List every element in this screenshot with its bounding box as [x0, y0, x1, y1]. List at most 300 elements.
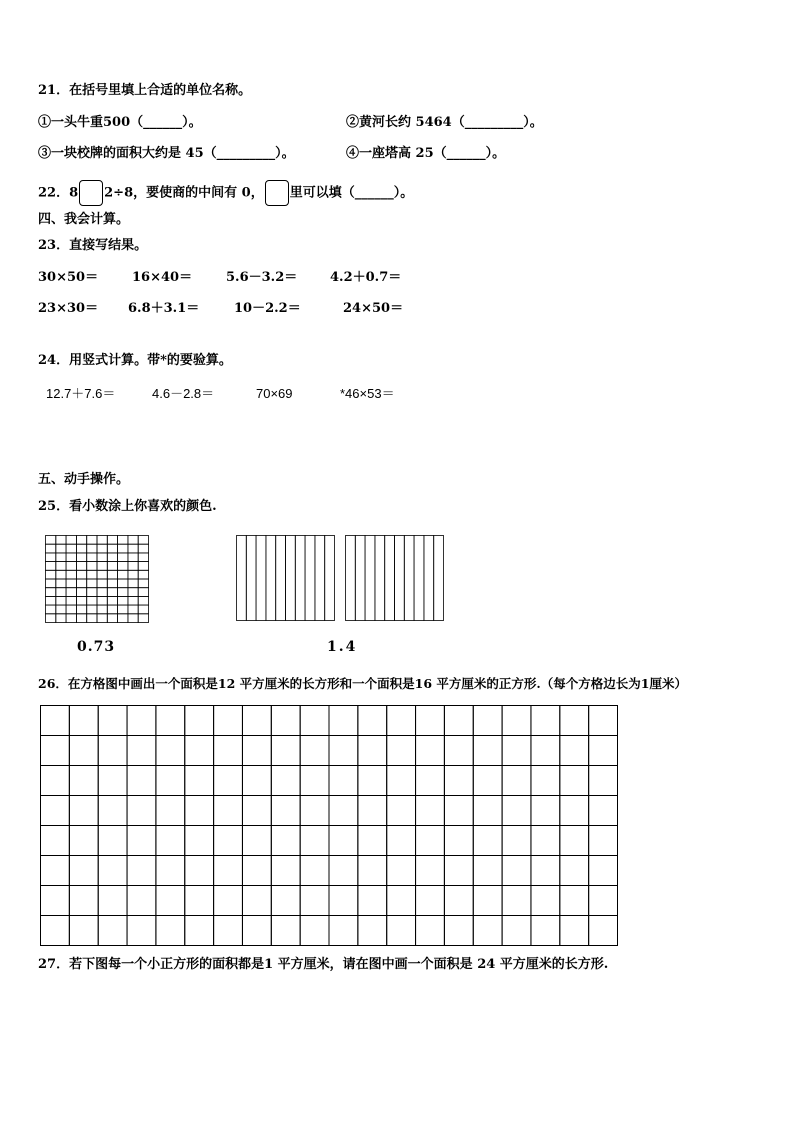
grid-square-cell[interactable]: [329, 886, 358, 916]
tenth-strip-cell[interactable]: [395, 536, 405, 621]
grid-square-cell[interactable]: [242, 706, 271, 736]
hundred-grid-cell[interactable]: [118, 588, 128, 597]
grid-square-cell[interactable]: [502, 766, 531, 796]
grid-square-cell[interactable]: [69, 736, 98, 766]
grid-square-cell[interactable]: [444, 706, 473, 736]
grid-square-cell[interactable]: [589, 826, 618, 856]
grid-square-cell[interactable]: [473, 766, 502, 796]
tenth-strip-cell[interactable]: [404, 536, 414, 621]
grid-square-cell[interactable]: [560, 826, 589, 856]
tenth-strip-cell[interactable]: [375, 536, 385, 621]
grid-square-cell[interactable]: [127, 916, 156, 946]
tenth-strip-cell[interactable]: [295, 536, 305, 621]
grid-square-cell[interactable]: [214, 886, 243, 916]
hundred-grid-cell[interactable]: [46, 562, 56, 571]
hundred-grid-cell[interactable]: [128, 544, 138, 553]
grid-square-cell[interactable]: [41, 796, 70, 826]
hundred-grid-cell[interactable]: [97, 536, 107, 545]
grid-square-cell[interactable]: [387, 766, 416, 796]
hundred-grid-cell[interactable]: [128, 579, 138, 588]
hundred-grid-cell[interactable]: [46, 614, 56, 623]
grid-square-cell[interactable]: [242, 916, 271, 946]
hundred-grid-cell[interactable]: [97, 553, 107, 562]
grid-square-cell[interactable]: [502, 916, 531, 946]
tenth-strip-cell[interactable]: [424, 536, 434, 621]
tenth-strip-cell[interactable]: [355, 536, 365, 621]
hundred-grid-cell[interactable]: [138, 588, 148, 597]
grid-square-cell[interactable]: [473, 916, 502, 946]
hundred-grid-cell[interactable]: [128, 553, 138, 562]
hundred-grid-cell[interactable]: [66, 553, 76, 562]
grid-square-cell[interactable]: [69, 886, 98, 916]
grid-square-cell[interactable]: [214, 856, 243, 886]
grid-square-cell[interactable]: [127, 856, 156, 886]
grid-square-cell[interactable]: [560, 796, 589, 826]
hundred-grid-cell[interactable]: [56, 544, 66, 553]
hundred-grid-cell[interactable]: [138, 536, 148, 545]
grid-square-cell[interactable]: [214, 796, 243, 826]
grid-square-cell[interactable]: [358, 736, 387, 766]
grid-square-cell[interactable]: [214, 766, 243, 796]
q23-r1-3: 5.6－3.2＝: [226, 270, 298, 285]
hundred-grid-cell[interactable]: [56, 553, 66, 562]
grid-square-cell[interactable]: [41, 766, 70, 796]
grid-square-cell[interactable]: [387, 796, 416, 826]
hundred-grid-cell[interactable]: [118, 553, 128, 562]
grid-square-cell[interactable]: [444, 916, 473, 946]
grid-square-cell[interactable]: [387, 856, 416, 886]
grid-square-cell[interactable]: [41, 736, 70, 766]
grid-square-cell[interactable]: [531, 706, 560, 736]
grid-square-cell[interactable]: [127, 736, 156, 766]
grid-square-cell[interactable]: [156, 766, 185, 796]
q23-r2-3: 10－2.2＝: [234, 301, 301, 316]
hundred-grid-cell[interactable]: [87, 553, 97, 562]
hundred-grid-cell[interactable]: [107, 614, 117, 623]
grid-square-cell[interactable]: [271, 766, 300, 796]
hundred-grid-cell[interactable]: [138, 579, 148, 588]
grid-square-cell[interactable]: [589, 856, 618, 886]
q24-item-2: 4.6－2.8＝: [152, 386, 215, 401]
hundred-grid-cell[interactable]: [128, 605, 138, 614]
grid-square-cell[interactable]: [358, 886, 387, 916]
hundred-grid-cell[interactable]: [97, 562, 107, 571]
digit-blank-box-2[interactable]: [265, 180, 289, 206]
grid-square-cell[interactable]: [127, 706, 156, 736]
hundred-grid-cell[interactable]: [87, 605, 97, 614]
grid-square-cell[interactable]: [41, 886, 70, 916]
grid-square-cell[interactable]: [560, 706, 589, 736]
hundred-grid-cell[interactable]: [76, 588, 86, 597]
grid-square-cell[interactable]: [502, 886, 531, 916]
grid-square-cell[interactable]: [502, 706, 531, 736]
label-1-4: 1.4: [327, 639, 358, 655]
hundred-grid-cell[interactable]: [56, 570, 66, 579]
grid-square-cell[interactable]: [329, 706, 358, 736]
grid-square-cell[interactable]: [589, 736, 618, 766]
grid-square-cell[interactable]: [560, 736, 589, 766]
hundred-grid-cell[interactable]: [138, 570, 148, 579]
hundred-grid-cell[interactable]: [138, 562, 148, 571]
digit-blank-box[interactable]: [79, 180, 103, 206]
hundred-grid-cell[interactable]: [107, 605, 117, 614]
grid-square-cell[interactable]: [416, 916, 445, 946]
grid-square-cell[interactable]: [358, 826, 387, 856]
grid-square-cell[interactable]: [242, 766, 271, 796]
hundred-grid-cell[interactable]: [46, 596, 56, 605]
grid-square-cell[interactable]: [242, 886, 271, 916]
grid-square-cell[interactable]: [531, 736, 560, 766]
hundred-grid-cell[interactable]: [66, 570, 76, 579]
hundred-grid-cell[interactable]: [87, 588, 97, 597]
grid-square-cell[interactable]: [214, 736, 243, 766]
grid-square-cell[interactable]: [473, 736, 502, 766]
hundred-grid-cell[interactable]: [66, 605, 76, 614]
grid-square-cell[interactable]: [416, 766, 445, 796]
hundred-grid-cell[interactable]: [87, 596, 97, 605]
hundred-grid-cell[interactable]: [56, 605, 66, 614]
hundred-grid-cell[interactable]: [76, 614, 86, 623]
hundred-grid-cell[interactable]: [128, 588, 138, 597]
grid-square-cell[interactable]: [185, 706, 214, 736]
tenth-strip-cell[interactable]: [246, 536, 256, 621]
grid-square-cell[interactable]: [127, 796, 156, 826]
hundred-grid-cell[interactable]: [107, 579, 117, 588]
grid-square-cell[interactable]: [329, 916, 358, 946]
grid-square-cell[interactable]: [185, 766, 214, 796]
grid-square-cell[interactable]: [185, 796, 214, 826]
grid-square-cell[interactable]: [300, 706, 329, 736]
grid-square-cell[interactable]: [156, 736, 185, 766]
tenths-strip-2[interactable]: [345, 535, 444, 621]
hundred-grid-cell[interactable]: [128, 536, 138, 545]
grid-square-cell[interactable]: [589, 766, 618, 796]
grid-square-cell[interactable]: [98, 826, 127, 856]
grid-square-cell[interactable]: [444, 856, 473, 886]
hundred-grid-cell[interactable]: [107, 588, 117, 597]
hundred-grid-cell[interactable]: [97, 596, 107, 605]
hundred-grid-cell[interactable]: [66, 588, 76, 597]
grid-square-cell[interactable]: [156, 886, 185, 916]
hundred-grid-cell[interactable]: [128, 570, 138, 579]
hundred-grid-cell[interactable]: [46, 536, 56, 545]
grid-square-cell[interactable]: [502, 796, 531, 826]
hundred-grid-cell[interactable]: [118, 579, 128, 588]
grid-square-cell[interactable]: [69, 856, 98, 886]
hundred-grid-cell[interactable]: [118, 614, 128, 623]
q23-r2-2: 6.8＋3.1＝: [128, 301, 200, 316]
grid-square-cell[interactable]: [589, 706, 618, 736]
hundred-grid-cell[interactable]: [118, 562, 128, 571]
hundred-grid-cell[interactable]: [128, 596, 138, 605]
hundred-grid-cell[interactable]: [76, 570, 86, 579]
grid-square-cell[interactable]: [387, 826, 416, 856]
grid-square-cell[interactable]: [387, 736, 416, 766]
grid-square-cell[interactable]: [185, 826, 214, 856]
grid-square-cell[interactable]: [444, 796, 473, 826]
grid-square-cell[interactable]: [416, 826, 445, 856]
hundred-grid-cell[interactable]: [46, 544, 56, 553]
q27-title: 27．若下图每一个小正方形的面积都是1 平方厘米，请在图中画一个面积是 24 平方厘米的长方形.: [38, 957, 609, 972]
grid-square-cell[interactable]: [127, 886, 156, 916]
grid-square-cell[interactable]: [473, 856, 502, 886]
tenth-strip-cell[interactable]: [237, 536, 247, 621]
hundred-grid-cell[interactable]: [66, 536, 76, 545]
hundred-grid-cell[interactable]: [76, 596, 86, 605]
grid-square-cell[interactable]: [242, 736, 271, 766]
hundred-grid-cell[interactable]: [76, 553, 86, 562]
hundred-grid-cell[interactable]: [87, 579, 97, 588]
grid-square-cell[interactable]: [531, 796, 560, 826]
hundred-grid-cell[interactable]: [76, 562, 86, 571]
grid-square-cell[interactable]: [473, 826, 502, 856]
q22-part3: 里可以填（______）。: [289, 185, 414, 201]
grid-square-cell[interactable]: [358, 706, 387, 736]
grid-square-cell[interactable]: [41, 856, 70, 886]
hundred-grid-cell[interactable]: [66, 544, 76, 553]
grid-square-cell[interactable]: [531, 766, 560, 796]
section5-heading: 五、动手操作。: [38, 472, 130, 487]
grid-square-cell[interactable]: [271, 916, 300, 946]
q23-r1-4: 4.2＋0.7＝: [330, 270, 402, 285]
grid-square-cell[interactable]: [41, 916, 70, 946]
grid-square-cell[interactable]: [358, 856, 387, 886]
hundred-grid-cell[interactable]: [56, 562, 66, 571]
grid-square-cell[interactable]: [127, 766, 156, 796]
grid-square-cell[interactable]: [98, 706, 127, 736]
grid-square-cell[interactable]: [300, 886, 329, 916]
hundred-grid[interactable]: [45, 535, 149, 623]
grid-square-cell[interactable]: [444, 886, 473, 916]
hundred-grid-cell[interactable]: [128, 614, 138, 623]
hundred-grid-cell[interactable]: [138, 553, 148, 562]
grid-square-cell[interactable]: [69, 916, 98, 946]
grid-square-cell[interactable]: [214, 706, 243, 736]
q24-item-3: 70×69: [256, 386, 293, 401]
tenth-strip-cell[interactable]: [325, 536, 335, 621]
hundred-grid-cell[interactable]: [56, 596, 66, 605]
grid-square-cell[interactable]: [416, 796, 445, 826]
grid-square-cell[interactable]: [69, 796, 98, 826]
grid-square-cell[interactable]: [98, 736, 127, 766]
grid-square-cell[interactable]: [329, 826, 358, 856]
hundred-grid-cell[interactable]: [66, 614, 76, 623]
grid-square-cell[interactable]: [416, 856, 445, 886]
grid-square-cell[interactable]: [502, 856, 531, 886]
tenths-strip-1[interactable]: [236, 535, 335, 621]
grid-square-cell[interactable]: [300, 916, 329, 946]
hundred-grid-cell[interactable]: [56, 536, 66, 545]
hundred-grid-cell[interactable]: [138, 605, 148, 614]
grid-square-cell[interactable]: [242, 796, 271, 826]
grid-square-cell[interactable]: [98, 886, 127, 916]
grid-square-cell[interactable]: [214, 916, 243, 946]
tenth-strip-cell[interactable]: [365, 536, 375, 621]
hundred-grid-cell[interactable]: [107, 553, 117, 562]
hundred-grid-cell[interactable]: [87, 536, 97, 545]
tenth-strip-cell[interactable]: [266, 536, 276, 621]
grid-square-cell[interactable]: [589, 916, 618, 946]
hundred-grid-cell[interactable]: [118, 536, 128, 545]
grid-square-cell[interactable]: [98, 856, 127, 886]
grid-square-cell[interactable]: [98, 796, 127, 826]
grid-square-cell[interactable]: [271, 736, 300, 766]
grid-square-cell[interactable]: [242, 826, 271, 856]
grid-square-cell[interactable]: [156, 856, 185, 886]
grid-square-cell[interactable]: [358, 766, 387, 796]
tenth-strip-cell[interactable]: [315, 536, 325, 621]
grid-square-cell[interactable]: [300, 796, 329, 826]
grid-square-cell[interactable]: [329, 796, 358, 826]
grid-square-cell[interactable]: [387, 916, 416, 946]
hundred-grid-cell[interactable]: [66, 596, 76, 605]
grid-square-cell[interactable]: [156, 796, 185, 826]
q24-title: 24．用竖式计算。带*的要验算。: [38, 353, 232, 368]
grid-square-cell[interactable]: [589, 796, 618, 826]
grid-square-cell[interactable]: [156, 826, 185, 856]
tenth-strip-cell[interactable]: [276, 536, 286, 621]
tenth-strip-cell[interactable]: [346, 536, 356, 621]
hundred-grid-cell[interactable]: [107, 562, 117, 571]
grid-square-cell[interactable]: [271, 706, 300, 736]
tenth-strip-cell[interactable]: [414, 536, 424, 621]
hundred-grid-cell[interactable]: [97, 570, 107, 579]
hundred-grid-cell[interactable]: [97, 605, 107, 614]
hundred-grid-cell[interactable]: [138, 614, 148, 623]
grid-square-cell[interactable]: [502, 826, 531, 856]
grid-square-cell[interactable]: [300, 766, 329, 796]
grid-square-cell[interactable]: [531, 916, 560, 946]
grid-square-cell[interactable]: [473, 886, 502, 916]
grid-square-cell[interactable]: [560, 856, 589, 886]
grid-square-cell[interactable]: [271, 856, 300, 886]
grid-square-cell[interactable]: [271, 796, 300, 826]
tenth-strip-cell[interactable]: [286, 536, 296, 621]
grid-square-cell[interactable]: [98, 916, 127, 946]
grid-square-cell[interactable]: [156, 706, 185, 736]
hundred-grid-cell[interactable]: [56, 588, 66, 597]
grid-square-cell[interactable]: [329, 736, 358, 766]
grid-square-cell[interactable]: [185, 736, 214, 766]
hundred-grid-cell[interactable]: [46, 570, 56, 579]
hundred-grid-cell[interactable]: [46, 553, 56, 562]
grid-square-cell[interactable]: [300, 736, 329, 766]
hundred-grid-cell[interactable]: [56, 579, 66, 588]
hundred-grid-cell[interactable]: [107, 596, 117, 605]
grid-square-cell[interactable]: [329, 856, 358, 886]
grid-square-cell[interactable]: [387, 706, 416, 736]
tenth-strip-cell[interactable]: [256, 536, 266, 621]
grid-square-cell[interactable]: [329, 766, 358, 796]
grid-square-cell[interactable]: [444, 766, 473, 796]
q21-item-1: ①一头牛重500（______）。: [38, 115, 202, 130]
grid-square-cell[interactable]: [300, 826, 329, 856]
tenth-strip-cell[interactable]: [385, 536, 395, 621]
grid-square-cell[interactable]: [185, 886, 214, 916]
hundred-grid-cell[interactable]: [118, 596, 128, 605]
grid-square-cell[interactable]: [271, 886, 300, 916]
hundred-grid-cell[interactable]: [87, 544, 97, 553]
hundred-grid-cell[interactable]: [107, 544, 117, 553]
hundred-grid-cell[interactable]: [138, 544, 148, 553]
hundred-grid-cell[interactable]: [118, 570, 128, 579]
grid-square-cell[interactable]: [387, 886, 416, 916]
hundred-grid-cell[interactable]: [87, 570, 97, 579]
grid-square-cell[interactable]: [502, 736, 531, 766]
grid-square-cell[interactable]: [69, 706, 98, 736]
hundred-grid-cell[interactable]: [46, 605, 56, 614]
grid-square-cell[interactable]: [185, 916, 214, 946]
grid-square-cell[interactable]: [560, 766, 589, 796]
hundred-grid-cell[interactable]: [87, 614, 97, 623]
section4-heading: 四、我会计算。: [38, 212, 130, 227]
grid-square-cell[interactable]: [41, 826, 70, 856]
square-grid[interactable]: [40, 705, 618, 946]
grid-square-cell[interactable]: [531, 826, 560, 856]
grid-square-cell[interactable]: [589, 886, 618, 916]
grid-square-cell[interactable]: [41, 706, 70, 736]
grid-square-cell[interactable]: [214, 826, 243, 856]
hundred-grid-cell[interactable]: [97, 614, 107, 623]
grid-square-cell[interactable]: [560, 916, 589, 946]
grid-square-cell[interactable]: [300, 856, 329, 886]
hundred-grid-cell[interactable]: [128, 562, 138, 571]
grid-square-cell[interactable]: [416, 706, 445, 736]
grid-square-cell[interactable]: [560, 886, 589, 916]
grid-square-cell[interactable]: [185, 856, 214, 886]
grid-square-cell[interactable]: [473, 706, 502, 736]
hundred-grid-cell[interactable]: [46, 588, 56, 597]
hundred-grid-cell[interactable]: [97, 588, 107, 597]
hundred-grid-cell[interactable]: [97, 579, 107, 588]
hundred-grid-cell[interactable]: [46, 579, 56, 588]
tenth-strip-cell[interactable]: [305, 536, 315, 621]
hundred-grid-cell[interactable]: [66, 562, 76, 571]
hundred-grid-cell[interactable]: [76, 544, 86, 553]
grid-square-cell[interactable]: [358, 916, 387, 946]
hundred-grid-cell[interactable]: [107, 536, 117, 545]
grid-square-cell[interactable]: [127, 826, 156, 856]
hundred-grid-cell[interactable]: [107, 570, 117, 579]
grid-square-cell[interactable]: [69, 826, 98, 856]
grid-square-cell[interactable]: [531, 886, 560, 916]
grid-square-cell[interactable]: [69, 766, 98, 796]
grid-square-cell[interactable]: [358, 796, 387, 826]
tenth-strip-cell[interactable]: [434, 536, 444, 621]
hundred-grid-cell[interactable]: [66, 579, 76, 588]
hundred-grid-cell[interactable]: [138, 596, 148, 605]
hundred-grid-cell[interactable]: [87, 562, 97, 571]
hundred-grid-cell[interactable]: [118, 544, 128, 553]
grid-square-cell[interactable]: [473, 796, 502, 826]
q22-line: [38, 180, 413, 206]
grid-square-cell[interactable]: [156, 916, 185, 946]
hundred-grid-cell[interactable]: [118, 605, 128, 614]
hundred-grid-cell[interactable]: [76, 605, 86, 614]
grid-square-cell[interactable]: [98, 766, 127, 796]
grid-square-cell[interactable]: [416, 736, 445, 766]
grid-square-cell[interactable]: [444, 736, 473, 766]
grid-square-cell[interactable]: [416, 886, 445, 916]
hundred-grid-cell[interactable]: [56, 614, 66, 623]
grid-square-cell[interactable]: [444, 826, 473, 856]
grid-square-cell[interactable]: [271, 826, 300, 856]
hundred-grid-cell[interactable]: [76, 536, 86, 545]
hundred-grid-cell[interactable]: [76, 579, 86, 588]
grid-square-cell[interactable]: [242, 856, 271, 886]
grid-square-cell[interactable]: [531, 856, 560, 886]
hundred-grid-cell[interactable]: [97, 544, 107, 553]
